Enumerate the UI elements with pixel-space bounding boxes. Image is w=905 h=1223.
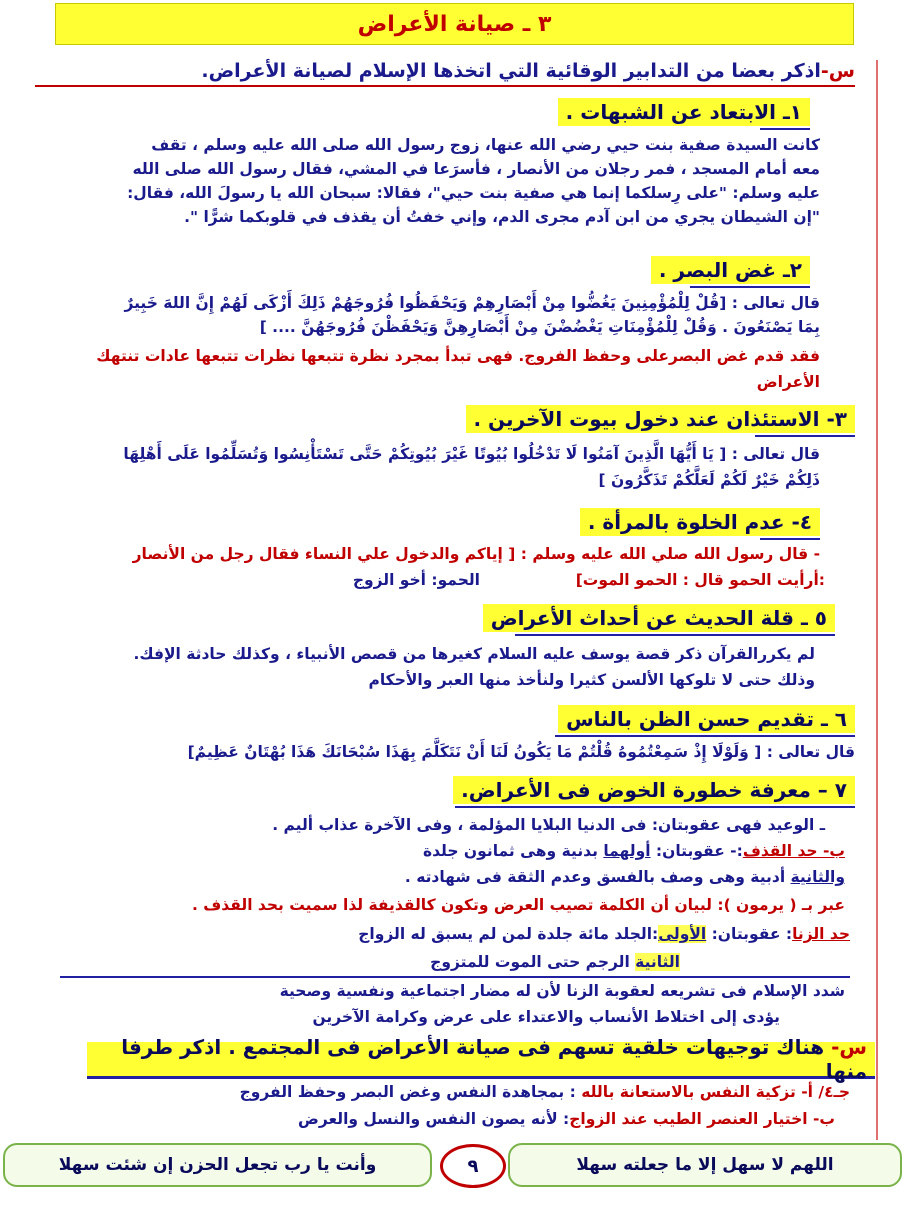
section-1-line-1: كانت السيدة صفية بنت حيي رضي الله عنها، زوج رسول الله صلى الله عليه وسلم ، تقف — [151, 136, 820, 154]
section-4-hadith-1: - قال رسول الله صلي الله عليه وسلم : [ إياكم والدخول علي النساء فقال رجل من الأنصار — [132, 545, 820, 563]
section-7-divider — [60, 976, 850, 978]
section-7-line-2: ب- حد القذف:- عقوبتان: أولهما بدنية وهى ثمانون جلدة — [422, 842, 845, 860]
answer-2-line-2: ب- اختيار العنصر الطيب عند الزواج: لأنه يصون النفس والنسل والعرض — [298, 1110, 835, 1128]
section-4-heading: ٤- عدم الخلوة بالمرأة . — [580, 508, 820, 536]
section-2-note-1: فقد قدم غض البصرعلى وحفظ الفروج. فهى تبدأ بمجرد نظرة تتبعها نظرات تتبعها عادات تنتهك — [96, 347, 820, 365]
section-3-verse-2: ذَلِكُمْ خَيْرٌ لَكُمْ لَعَلَّكُمْ تَذَكَّرُونَ ] — [598, 471, 820, 489]
question-1-mark: س- — [820, 60, 855, 82]
lesson-title: ٣ ـ صيانة الأعراض — [357, 11, 552, 37]
section-7-line-1: ـ الوعيد فهى عقوبتان: فى الدنيا البلايا المؤلمة ، وفى الآخرة عذاب أليم . — [272, 816, 825, 834]
question-2-text: هناك توجيهات خلقية تسهم فى صيانة الأعراض فى المجتمع . اذكر طرفا منها — [121, 1035, 867, 1083]
answer-2-a-label: جـ٤/ أ- تزكية النفس بالاستعانة بالله — [581, 1083, 850, 1101]
footer-left-box — [3, 1143, 432, 1187]
section-7-line-4: عبر بـ ( يرمون ): لبيان أن الكلمة تصيب العرض وتكون كالقذيفة لذا سميت بحد القذف . — [191, 896, 845, 914]
section-2-heading: ٢ـ غض البصر . — [651, 256, 810, 284]
question-2-bar — [87, 1035, 875, 1083]
section-7-line-7: شدد الإسلام فى تشريعه لعقوبة الزنا لأن له مضار اجتماعية ونفسية وصحية — [279, 982, 845, 1000]
section-3-underline — [755, 435, 855, 437]
page-number: ٩ — [467, 1155, 479, 1177]
second-label: الثانية — [635, 953, 680, 971]
question-1-text: اذكر بعضا من التدابير الوقائية التي اتخذها الإسلام لصيانة الأعراض. — [201, 60, 821, 82]
question-2 — [87, 1035, 867, 1083]
section-2-underline — [690, 286, 810, 288]
section-7-line-3: والثانية أدبية وهى وصف بالفسق وعدم الثقة فى شهادته . — [404, 868, 845, 886]
section-2-verse-2: بِمَا يَصْنَعُونَ . وَقُلْ لِلْمُؤْمِنَاتِ يَغْضُضْنَ مِنْ أَبْصَارِهِنَّ وَيَحْفَظْنَ فُرُوجَهُنَّ .... ] — [259, 318, 820, 336]
section-7-line-5: حد الزنا: عقوبتان: الأولى:الجلد مائة جلدة لمن لم يسبق له الزواج — [358, 925, 850, 943]
section-1-line-4: "إن الشيطان يجري من ابن آدم مجرى الدم، وإني خفتُ أن يقذف في قلوبكما شرًّا ". — [184, 208, 820, 226]
answer-2-b-label: ب- اختيار العنصر الطيب عند الزواج — [569, 1110, 835, 1128]
qadhf-label: ب- حد القذف — [742, 842, 845, 860]
question-2-mark: س- — [831, 1035, 867, 1059]
section-4-underline — [760, 538, 820, 540]
section-6-verse: قال تعالى : [ وَلَوْلَا إِذْ سَمِعْتُمُوهُ قُلْتُمْ مَا يَكُونُ لَنَا أَنْ نَتَكَلَّمَ بِهَذَا سُبْحَانَكَ هَذَا بُهْتَانٌ عَظِيمٌ] — [187, 743, 855, 761]
section-5-line-1: لم يكررالقرآن ذكر قصة يوسف عليه السلام كغيرها من قصص الأنبياء ، وكذلك حادثة الإفك. — [133, 645, 815, 663]
section-5-line-2: وذلك حتى لا تلوكها الألسن كثيرا ولنأخذ منها العبر والأحكام — [368, 671, 815, 689]
section-4-definition: الحمو: أخو الزوج — [352, 571, 480, 589]
section-7-line-8: يؤدى إلى اختلاط الأنساب والاعتداء على عرض وكرامة الآخرين — [312, 1008, 780, 1026]
section-5-heading: ٥ ـ قلة الحديث عن أحداث الأعراض — [483, 604, 835, 632]
section-6-underline — [555, 735, 855, 737]
margin-line — [876, 60, 878, 1140]
first-label: الأولى — [658, 925, 707, 943]
section-7-underline — [455, 806, 855, 808]
zina-label: حد الزنا — [792, 925, 850, 943]
footer-left-text: وأنت يا رب تجعل الحزن إن شئت سهلا — [58, 1155, 377, 1175]
section-7-heading: ٧ – معرفة خطورة الخوض فى الأعراض. — [453, 776, 855, 804]
page-number-badge — [440, 1144, 506, 1188]
section-2-note-2: الأعراض — [756, 373, 820, 391]
section-3-heading: ٣- الاستئذان عند دخول بيوت الآخرين . — [466, 405, 856, 433]
answer-2-line-1: جـ٤/ أ- تزكية النفس بالاستعانة بالله : بمجاهدة النفس وغض البصر وحفظ الفروج — [239, 1083, 850, 1101]
section-1-heading: ١ـ الابتعاد عن الشبهات . — [558, 98, 810, 126]
second-penalty-label: والثانية — [790, 868, 845, 886]
section-1-line-2: معه أمام المسجد ، فمر رجلان من الأنصار ، فأسرَعا في المشي، فقال رسول الله صلى الله — [132, 160, 820, 178]
section-4-hadith-2: :أرأيت الحمو قال : الحمو الموت] — [575, 571, 825, 589]
lesson-title-bar — [55, 3, 854, 45]
footer-right-box — [508, 1143, 902, 1187]
section-1-line-3: عليه وسلم: "على رِسلكما إنما هي صفية بنت حيي"، فقالا: سبحان الله يا رسولَ الله، فقال: — [127, 184, 820, 202]
question-1 — [35, 60, 855, 87]
section-5-underline — [515, 634, 835, 636]
section-2-verse-1: قال تعالى : [قُلْ لِلْمُؤْمِنِينَ يَغُضُّوا مِنْ أَبْصَارِهِمْ وَيَحْفَظُوا فُرُوجَهُمْ ذَلِكَ أَزْكَى لَهُمْ إِنَّ اللهَ خَبِيرٌ — [124, 294, 820, 312]
section-3-verse-1: قال تعالى : [ يَا أَيُّهَا الَّذِينَ آمَنُوا لَا تَدْخُلُوا بُيُوتًا غَيْرَ بُيُوتِكُمْ حَتَّى تَسْتَأْنِسُوا وَتُسَلِّمُوا عَلَى أَهْلِهَا — [123, 445, 820, 463]
footer-right-text: اللهم لا سهل إلا ما جعلته سهلا — [576, 1155, 834, 1175]
section-6-heading: ٦ ـ تقديم حسن الظن بالناس — [558, 705, 855, 733]
first-penalty-label: أولهما — [603, 842, 651, 860]
section-7-line-6: الثانية الرجم حتى الموت للمتزوج — [430, 953, 680, 971]
section-1-underline — [760, 128, 810, 130]
